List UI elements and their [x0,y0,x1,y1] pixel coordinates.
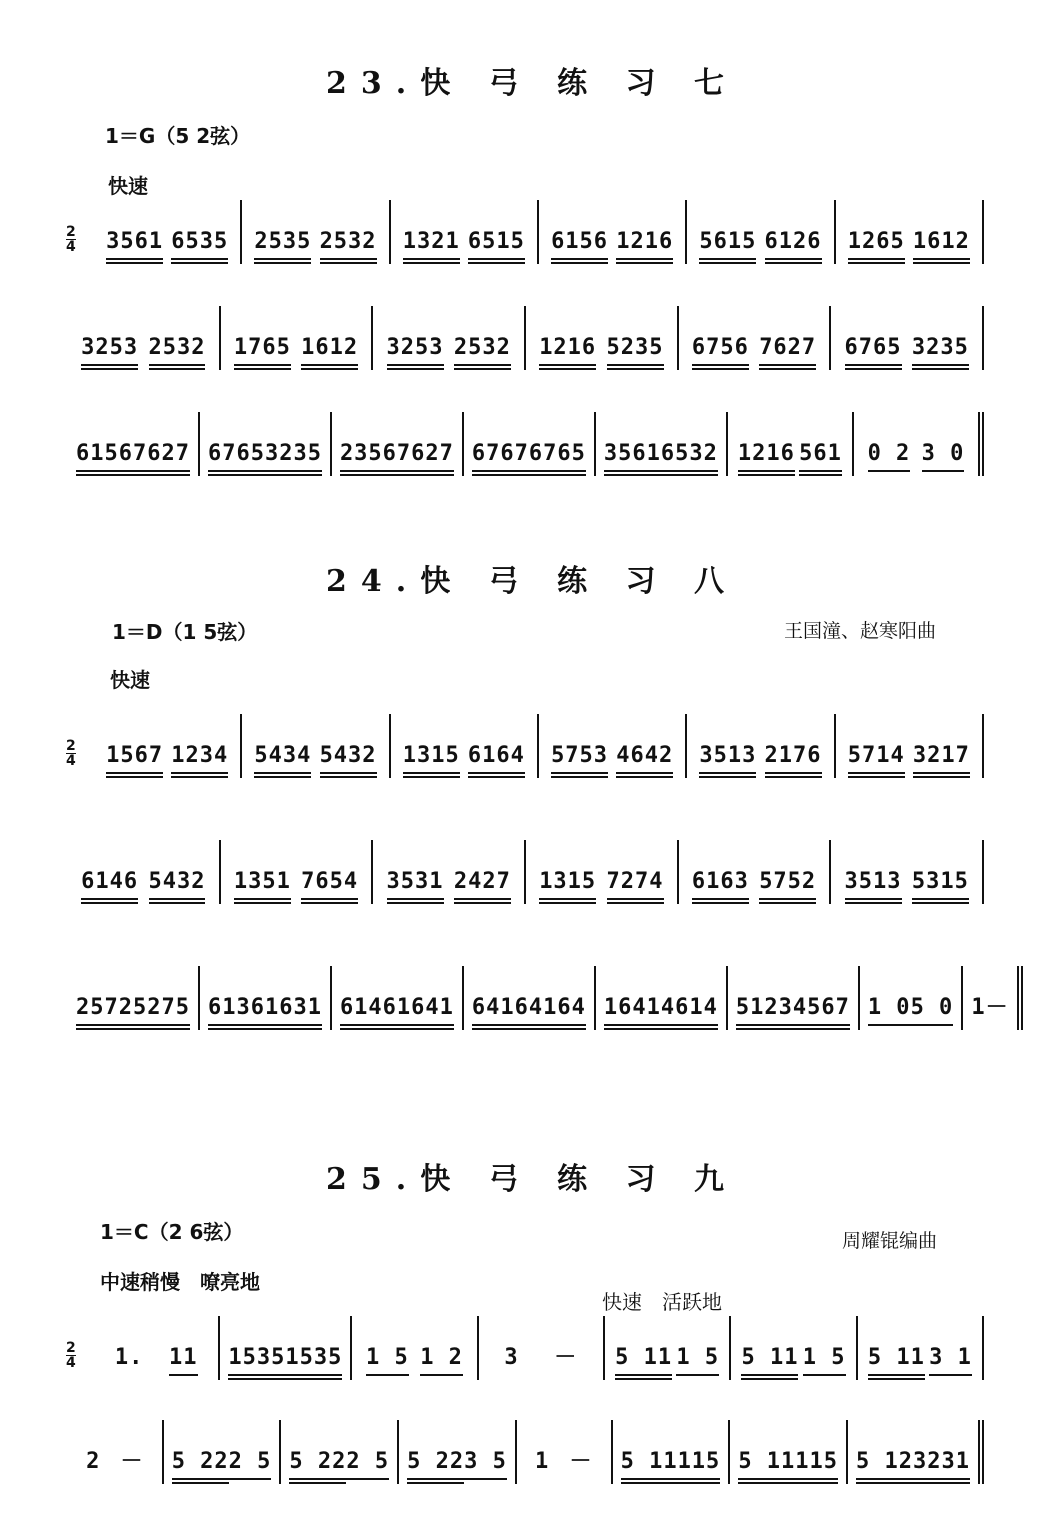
time-signature-unit: 4 [66,239,76,255]
note-group: 1612 [301,334,358,370]
note-group: 5 11 [615,1344,672,1380]
note-group: 1 [971,995,986,1020]
measure [221,306,374,370]
note-group: 2427 [454,868,511,904]
composer-credit-24: 王国潼、赵寒阳曲 [784,620,937,642]
tempo-marking-25: 中速稍慢 嘹亮地 [100,1270,260,1294]
note-group: 115 [795,1448,838,1484]
note-group: 1641 [604,994,661,1030]
measure [831,306,984,370]
piece-title-23: 23.快 弓 练 习 七 [326,66,738,101]
note-group: 5 11 [741,1344,798,1380]
measure [220,1316,352,1380]
note-group: 1216 [738,440,795,476]
note-group: 6765 [208,440,265,476]
note-group: 1216 [539,334,596,370]
key-signature-23: 1＝G（5 2弦） [105,124,251,148]
note-group: 1234 [171,742,228,778]
tempo-marking-23: 快速 [108,174,148,198]
note-group: 4164 [529,994,586,1030]
note-group: 1567 [106,742,163,778]
measure [831,840,984,904]
note-group: 6163 [692,868,749,904]
note-group: 5 11 [621,1448,678,1484]
measure [464,966,596,1030]
measure [221,840,374,904]
note-group: 1 2 [420,1344,463,1380]
note-group: 5123 [736,994,793,1030]
note-group: 3217 [913,742,970,778]
note-group: 1351 [234,868,291,904]
note-group: 115 [678,1448,721,1484]
note-group: 1765 [234,334,291,370]
note-group: 7654 [301,868,358,904]
measure [539,714,687,778]
time-signature-beats: 2 [66,1340,76,1356]
note-group: 1641 [397,994,454,1030]
note-group: 6136 [208,994,265,1030]
measure [687,200,835,264]
measure [332,966,464,1030]
note-group: 5753 [551,742,608,778]
measure [836,714,984,778]
note-group: 7627 [759,334,816,370]
measure [860,966,964,1030]
measure [68,1420,164,1484]
measure [373,306,526,370]
note-group: 5 22 [289,1448,346,1484]
measure [526,306,679,370]
note-group: 6164 [468,742,525,778]
note-group: 4567 [793,994,850,1030]
note-group: 5432 [320,742,377,778]
measure [679,840,832,904]
note-group: 5 22 [407,1448,464,1484]
note-group: 7627 [133,440,190,476]
staff-row [68,714,984,778]
note-group: 1535 [228,1344,285,1380]
note-group: 1 0 [868,994,911,1030]
measure [68,966,200,1030]
measure [539,200,687,264]
note-group: 3 [504,1345,519,1370]
note-group: 5434 [254,742,311,778]
note-group: 4642 [616,742,673,778]
staff-row [68,966,1009,1030]
note-group: 1 5 [366,1344,409,1380]
note-group: 2 5 [346,1448,389,1484]
note-group: 5235 [607,334,664,370]
composer-credit-25: 周耀锟编曲 [842,1230,938,1252]
measure [613,1420,731,1484]
note-group: 3561 [604,440,661,476]
measure [68,306,221,370]
measure [728,966,860,1030]
measure [526,840,679,904]
note-group: 5752 [759,868,816,904]
measure [373,840,526,904]
measure [479,1316,605,1380]
measure [464,412,596,476]
note-group: 5 0 [911,994,954,1030]
note-group: 1631 [265,994,322,1030]
note-group: 7274 [607,868,664,904]
measure [281,1420,399,1484]
measure [68,840,221,904]
measure [68,412,200,476]
note-group: 2356 [340,440,397,476]
measure [242,200,390,264]
key-signature-24: 1＝D（1 5弦） [112,620,258,644]
note-group: 1315 [403,742,460,778]
note-group: 3253 [81,334,138,370]
note-group: 6532 [661,440,718,476]
note-group: 5432 [149,868,206,904]
measure [836,200,984,264]
note-group: 3235 [912,334,969,370]
measure [164,1420,282,1484]
measure [94,1316,220,1380]
note-group: － [554,1345,578,1370]
staff-row [68,840,984,904]
note-group: 3531 [387,868,444,904]
note-group: 1265 [848,228,905,264]
staff-row [68,200,984,264]
note-group: 5 11 [738,1448,795,1484]
measure [687,714,835,778]
measure [854,412,984,476]
note-group: 5714 [848,742,905,778]
note-group: 3253 [387,334,444,370]
time-signature-beats: 2 [66,738,76,754]
note-group: 6146 [81,868,138,904]
measure [731,1316,857,1380]
staff-row [68,306,984,370]
note-group: 1315 [539,868,596,904]
note-group: 3235 [265,440,322,476]
note-group: 1 5 [676,1344,719,1380]
note-group: 5 12 [856,1448,913,1484]
measure [200,412,332,476]
note-group: 3561 [106,228,163,264]
staff-row [68,1420,984,1484]
measure [94,200,242,264]
note-group: 2535 [254,228,311,264]
measure [730,1420,848,1484]
note-group: 11 [169,1344,198,1380]
note-group: 5315 [912,868,969,904]
measure [858,1316,984,1380]
note-group: 3 1 [929,1344,972,1380]
measure [605,1316,731,1380]
measure [963,966,1022,1030]
measure [517,1420,613,1484]
measure [94,714,242,778]
note-group: 1216 [616,228,673,264]
measure [242,714,390,778]
time-signature [66,739,76,768]
note-group: 2532 [149,334,206,370]
note-group: 6126 [765,228,822,264]
note-group: － [985,995,1009,1020]
key-signature-25: 1＝C（2 6弦） [100,1220,244,1244]
note-group: 2532 [454,334,511,370]
time-signature-beats: 2 [66,224,76,240]
note-group: 3513 [699,742,756,778]
note-group: 5 22 [172,1448,229,1484]
note-group: 6156 [551,228,608,264]
note-group: 4614 [661,994,718,1030]
measure [728,412,854,476]
measure [200,966,332,1030]
note-group: 2176 [765,742,822,778]
note-group: － [120,1449,144,1474]
note-group: 5 11 [868,1344,925,1380]
note-group: 2532 [320,228,377,264]
note-group: 2 5 [229,1448,272,1484]
note-group: 6146 [340,994,397,1030]
note-group: 1612 [913,228,970,264]
time-signature-unit: 4 [66,1355,76,1371]
tempo-marking-25b: 快速 活跃地 [602,1290,722,1314]
note-group: 5275 [133,994,190,1030]
measure [399,1420,517,1484]
note-group: 2 [86,1449,101,1474]
note-group: 7627 [397,440,454,476]
measure [391,200,539,264]
note-group: 5615 [699,228,756,264]
note-group: － [569,1449,593,1474]
measure [332,412,464,476]
note-group: 6765 [529,440,586,476]
note-group: 561 [799,440,842,476]
note-group: 6765 [845,334,902,370]
note-group: 6416 [472,994,529,1030]
note-group: 3 0 [922,440,965,476]
time-signature [66,225,76,254]
time-signature-unit: 4 [66,753,76,769]
staff-row [68,1316,984,1380]
note-group: 3 5 [464,1448,507,1484]
note-group: 2572 [76,994,133,1030]
measure [596,966,728,1030]
tempo-marking-24: 快速 [110,668,150,692]
measure [679,306,832,370]
note-group: 1535 [285,1344,342,1380]
note-group: 1. [114,1345,144,1370]
note-group: 6156 [76,440,133,476]
piece-title-24: 24.快 弓 练 习 八 [326,564,738,599]
staff-row [68,412,984,476]
note-group: 1 [534,1449,550,1474]
note-group: 6515 [468,228,525,264]
note-group: 1 5 [803,1344,846,1380]
note-group: 6767 [472,440,529,476]
note-group: 3231 [913,1448,970,1484]
measure [391,714,539,778]
piece-title-25: 25.快 弓 练 习 九 [326,1162,738,1197]
note-group: 6756 [692,334,749,370]
measure [596,412,728,476]
note-group: 6535 [171,228,228,264]
time-signature [66,1341,76,1370]
note-group: 3513 [845,868,902,904]
measure [352,1316,478,1380]
note-group: 1321 [403,228,460,264]
measure [848,1420,984,1484]
note-group: 0 2 [868,440,911,476]
